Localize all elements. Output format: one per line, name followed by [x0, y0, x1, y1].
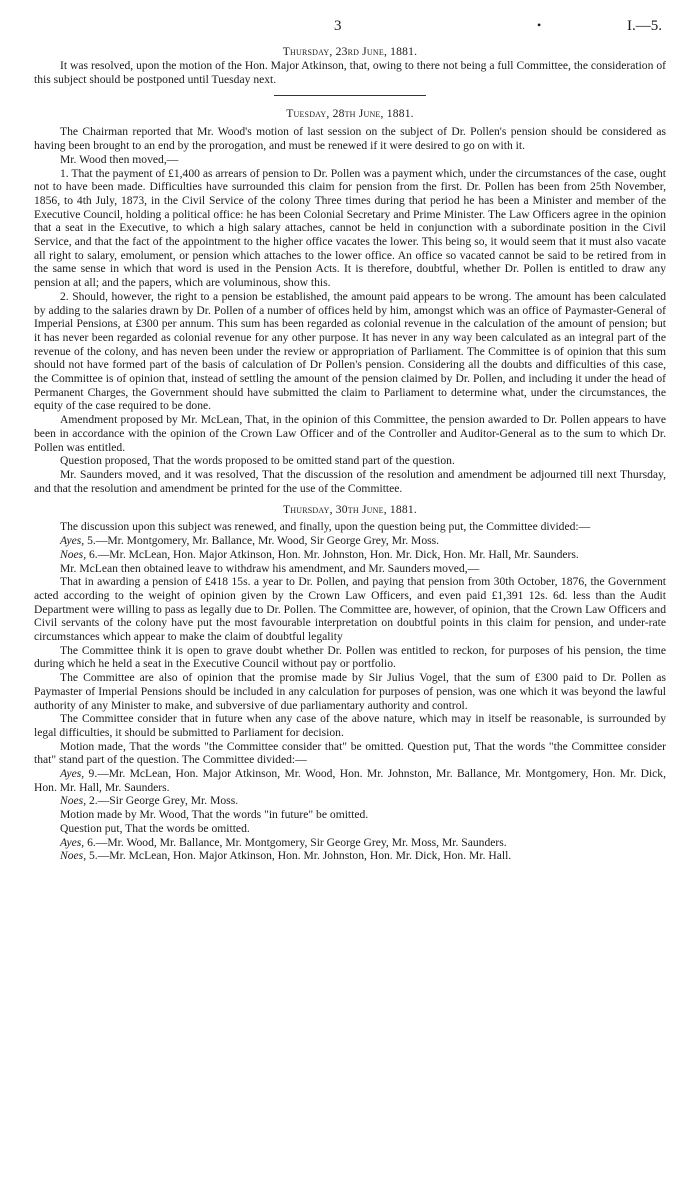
ayes-label: Ayes,	[60, 534, 85, 548]
division-noes	[34, 548, 666, 562]
section-divider	[274, 95, 426, 96]
paragraph: Mr. Wood then moved,—	[60, 152, 179, 166]
noes-label: Noes,	[60, 849, 87, 863]
paragraph: That in awarding a pension of £418 15s. a year to Dr. Pollen, and paying that pension from 30th October, 1876, the Government acted according to the weight of opinion given by the Crown Law Officers, and even paid £1,391 12s. 6d. less than the Audit Department were willing to pass as legally due to Dr. Pollen. The Committee are, however, of opinion, that the Crown Law Officers and Civil servants of the colony have put the most favourable interpretation on doubtful points in this claim for pension, and under-rate circumstances which appear to make the claim of doubtful legality	[34, 575, 666, 644]
division-noes	[34, 794, 666, 808]
section-date: Tuesday, 28th June, 1881.	[286, 107, 414, 121]
paragraph: Motion made, That the words "the Committee consider that" be omitted. Question put, That the words "the Committee consider that" stand part of the question. The Committee divided:—	[34, 739, 666, 767]
paragraph: The discussion upon this subject was renewed, and finally, upon the question being put, the Committee divided:—	[60, 520, 591, 534]
paragraph: The Committee consider that in future when any case of the above nature, which may in itself be reasonable, is surrounded by legal difficulties, it should be submitted to Parliament for decision.	[34, 712, 666, 739]
ayes-label: Ayes,	[60, 835, 85, 849]
ayes-members: 5.—Mr. Montgomery, Mr. Ballance, Mr. Wood, Sir George Grey, Mr. Moss.	[87, 534, 440, 548]
noes-label: Noes,	[60, 547, 87, 561]
noes-label: Noes,	[60, 794, 87, 808]
page-number: 3	[334, 18, 342, 34]
document-reference: I.—5.	[627, 18, 662, 34]
page-header	[34, 18, 666, 40]
paragraph: The Committee think it is open to grave doubt whether Dr. Pollen was entitled to reckon, for purposes of his pension, the time during which he held a seat in the Executive Council without pay or portfolio.	[34, 643, 666, 671]
noes-members: 2.—Sir George Grey, Mr. Moss.	[89, 794, 239, 808]
paragraph: The Committee are also of opinion that the promise made by Sir Julius Vogel, that the sum of £300 paid to Dr. Pollen as Paymaster of Imperial Pensions should be included in any calculation for purposes of pension, was one which it was beyond the lawful authority of any Minister to make, and subversive of due parliamentary authority and control.	[34, 671, 666, 712]
division-ayes	[34, 534, 666, 548]
paragraph: The Chairman reported that Mr. Wood's motion of last session on the subject of Dr. Pollen's pension should be considered as having been brought to an end by the prorogation, and must be renewed if it were desired to go on with it.	[34, 125, 666, 153]
division-ayes	[34, 836, 666, 850]
ayes-members: 9.—Mr. McLean, Hon. Major Atkinson, Mr. Wood, Hon. Mr. Johnston, Mr. Ballance, Mr. Montgomery, Hon. Mr. Dick, Hon. Mr. Hall, Mr. Saunders.	[34, 767, 666, 794]
noes-members: 5.—Mr. McLean, Hon. Major Atkinson, Hon. Mr. Johnston, Hon. Mr. Dick, Hon. Mr. Hall.	[89, 849, 512, 863]
paragraph: Mr. McLean then obtained leave to withdraw his amendment, and Mr. Saunders moved,—	[60, 561, 480, 575]
paragraph: Amendment proposed by Mr. McLean, That, in the opinion of this Committee, the pension awarded to Dr. Pollen appears to have been in accordance with the opinion of the Crown Law Officer and of the Controller and Auditor-General as to the sum to which Dr. Pollen was entitled.	[34, 413, 666, 454]
paragraph: Mr. Saunders moved, and it was resolved, That the discussion of the resolution and amendment be adjourned till next Thursday, and that the resolution and amendment be printed for the use of the Committee.	[34, 467, 666, 495]
paragraph: Motion made by Mr. Wood, That the words "in future" be omitted.	[60, 808, 369, 822]
section-date: Thursday, 23rd June, 1881.	[282, 45, 418, 58]
paragraph: It was resolved, upon the motion of the Hon. Major Atkinson, that, owing to there not being a full Committee, the consideration of this subject should be postponed until Tuesday next.	[34, 59, 666, 86]
ayes-members: 6.—Mr. Wood, Mr. Ballance, Mr. Montgomery, Sir George Grey, Mr. Moss, Mr. Saunders.	[87, 835, 507, 849]
division-noes	[34, 849, 666, 863]
division-ayes	[34, 767, 666, 794]
ayes-label: Ayes,	[60, 767, 85, 781]
section-date: Thursday, 30th June, 1881.	[282, 503, 417, 517]
paragraph: Question put, That the words be omitted.	[60, 821, 250, 835]
paragraph: Question proposed, That the words proposed to be omitted stand part of the question.	[60, 454, 455, 468]
document-page	[34, 18, 666, 863]
paragraph: 2. Should, however, the right to a pension be established, the amount paid appears to be wrong. The amount has been calculated by adding to the salaries drawn by Dr. Pollen of a number of offices held by him, amongst which was an office of Paymaster-General of Imperial Pensions, at £300 per annum. This sum has been regarded as colonial revenue in the calculation of the amount of pension; but it has never been regarded as colonial revenue for any other purpose. It has never in any way been calculated as an integral part of the revenue of the colony, and has neven been under the review or appropriation of Parliament. The Committee is of opinion that this sum should not have formed part of the basis of calculation of Dr Pollen's pension. Considering all the doubts and difficulties of this case, the Committee is of opinion that, instead of settling the amount of the pension claimed by Dr. Pollen, and including it under the head of Permanent Charges, the Government should have submitted the claim to Parliament to determine what, under the circumstances, the equity of the case required to be done.	[34, 289, 666, 413]
paragraph: 1. That the payment of £1,400 as arrears of pension to Dr. Pollen was a payment which, under the circumstances of the case, ought not to have been made. Difficulties have surrounded this claim for pension from the first. Dr. Pollen has been from 25th November, 1856, to 4th July, 1873, in the Civil Service of the colony Three times during that period he has been a Minister and member of the Executive Council, holding a political office: he has been Colonial Secretary and Prime Minister. The Law Officers agree in the opinion that a seat in the Executive, to which a high salary attaches, cannot be held in conjunction with a subordinate position in the Civil Service, and that the fact of the appointment to the higher office vacates the lower. This being so, it would seem that it must also vacate all right to salary, emolument, or pension which attaches to the lower office. An office so vacated cannot be said to be retired from in the same sense in which that word is used in the Pension Acts. It is therefore, doubtful, whether Dr. Pollen is entitled to draw any pension at all; and the papers, which are voluminous, show this.	[34, 166, 666, 290]
noes-members: 6.—Mr. McLean, Hon. Major Atkinson, Hon. Mr. Johnston, Hon. Mr. Dick, Hon. Mr. Hall, Mr. Saunders.	[89, 547, 579, 561]
header-dot: •	[537, 18, 542, 32]
